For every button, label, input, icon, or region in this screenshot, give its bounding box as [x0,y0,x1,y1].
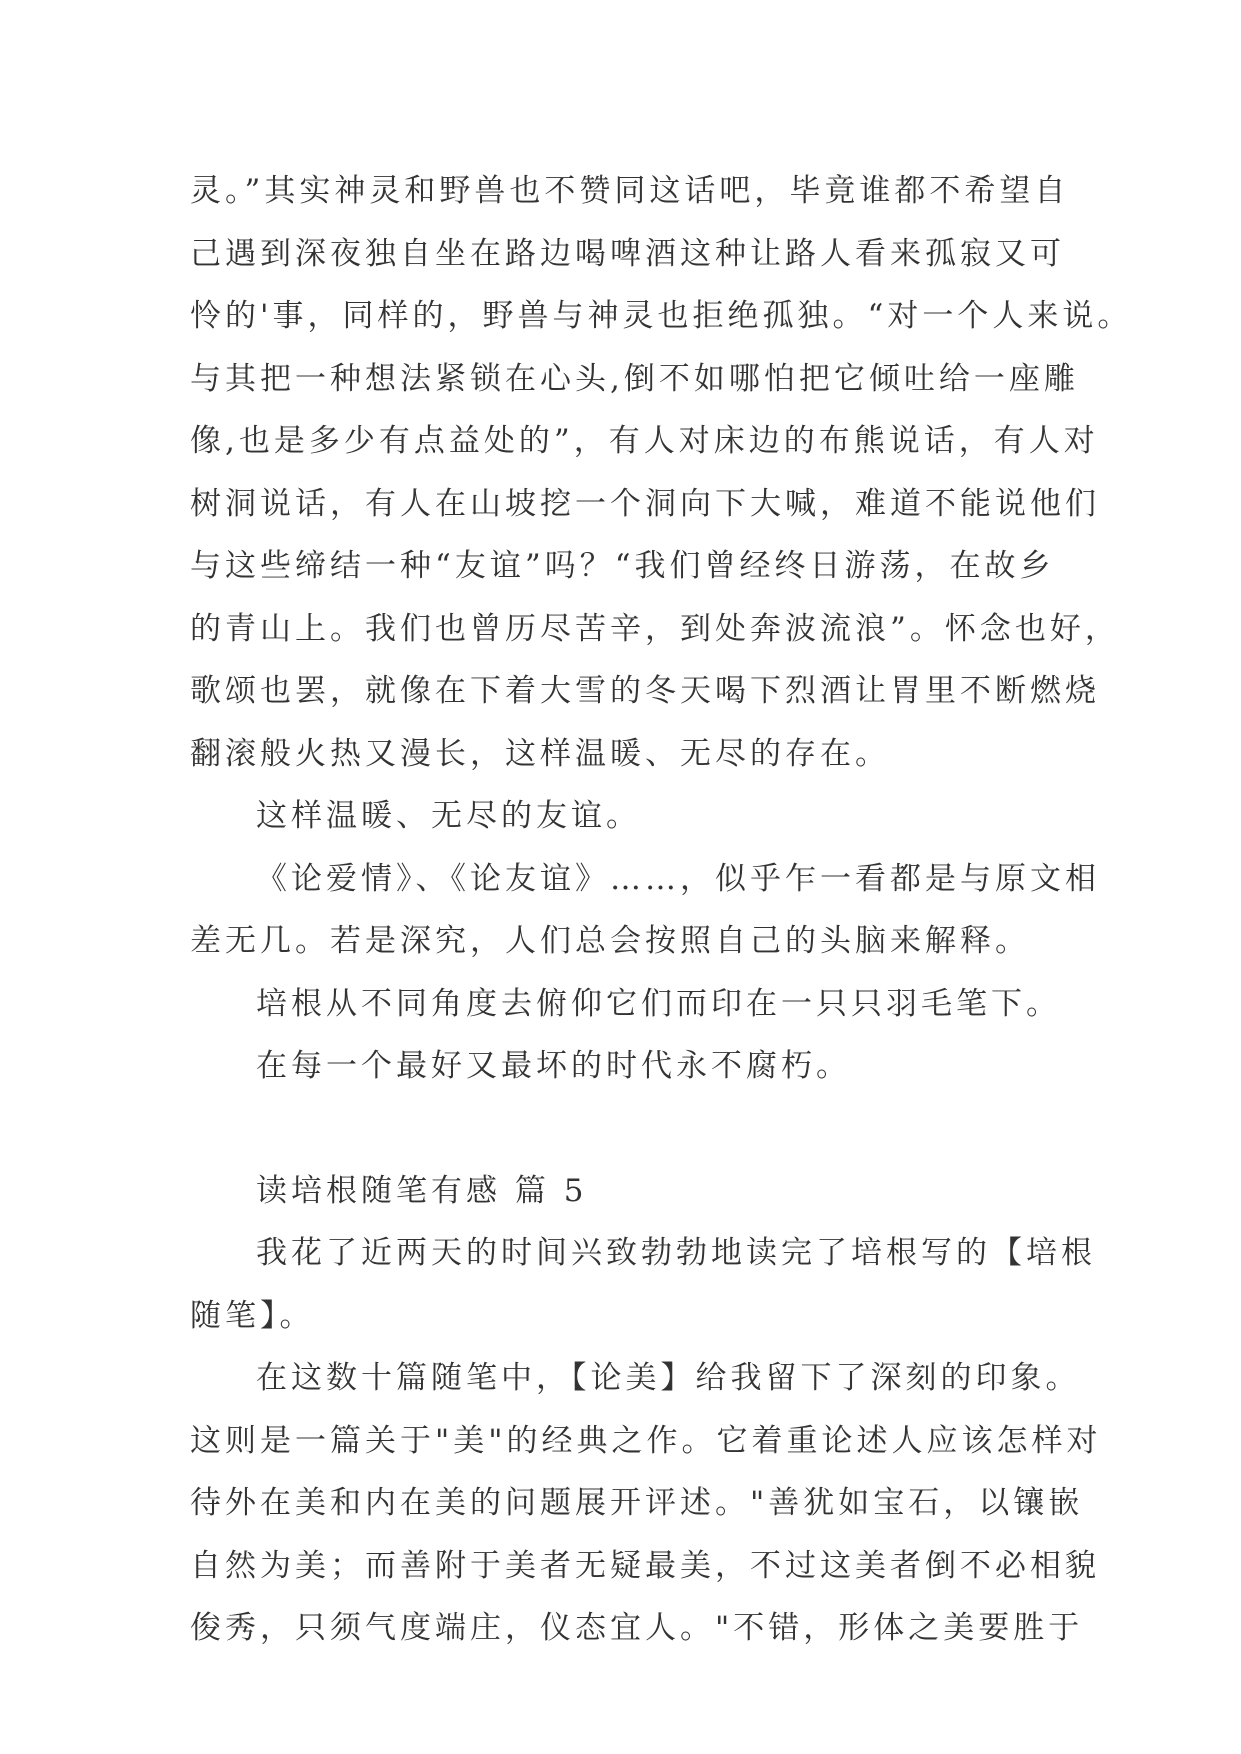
text-line: 我花了近两天的时间兴致勃勃地读完了培根写的【培根 [256,1235,1096,1271]
text-line: 这样温暖、无尽的友谊。 [256,798,641,834]
text-line: 己遇到深夜独自坐在路边喝啤酒这种让路人看来孤寂又可 [190,235,1065,272]
text-line: 自然为美；而善附于美者无疑最美，不过这美者倒不必相貌 [190,1547,1100,1584]
text-line: 在每一个最好又最坏的时代永不腐朽。 [256,1048,851,1084]
text-line: 待外在美和内在美的问题展开评述。"善犹如宝石，以镶嵌 [190,1485,1084,1521]
text-line: 与其把一种想法紧锁在心头,倒不如哪怕把它倾吐给一座雕 [190,360,1079,397]
text-line: 翻滚般火热又漫长，这样温暖、无尽的存在。 [190,735,890,772]
paragraph-2 [190,785,1060,848]
text-line: 的青山上。我们也曾历尽苦辛，到处奔波流浪”。怀念也好， [190,610,1120,647]
text-line: 差无几。若是深究，人们总会按照自己的头脑来解释。 [190,923,1030,959]
text-line: 俊秀，只须气度端庄，仪态宜人。"不错，形体之美要胜于 [190,1610,1084,1646]
text-line: 随笔】。 [190,1297,315,1334]
paragraph-3 [190,848,1100,973]
text-line: 歌颂也罢，就像在下着大雪的冬天喝下烈酒让胃里不断燃烧 [190,673,1100,709]
section-heading: 读培根随笔有感 篇 5 [256,1172,588,1209]
text-line: 树洞说话，有人在山坡挖一个洞向下大喊，难道不能说他们 [190,485,1100,522]
text-line: 这则是一篇关于"美"的经典之作。它着重论述人应该怎样对 [190,1422,1102,1459]
paragraph-4 [190,973,1060,1036]
document-body [190,160,1133,1660]
paragraph-6 [190,1222,1096,1347]
text-line: 与这些缔结一种“友谊”吗？“我们曾经终日游荡，在故乡 [190,548,1055,584]
text-line: 灵。”其实神灵和野兽也不赞同这话吧，毕竟谁都不希望自 [190,173,1070,209]
blank-line [190,1098,1060,1160]
paragraph-5 [190,1035,1060,1098]
paragraph-7 [190,1347,1102,1660]
text-line: 《论爱情》、《论友谊》……，似乎乍一看都是与原文相 [256,860,1100,897]
text-line: 培根从不同角度去俯仰它们而印在一只只羽毛笔下。 [256,985,1061,1022]
paragraph-1 [190,160,1133,785]
text-line: 像,也是多少有点益处的”，有人对床边的布熊说话，有人对 [190,423,1099,459]
text-line: 在这数十篇随笔中，【论美】给我留下了深刻的印象。 [256,1360,1081,1396]
text-line: 怜的'事，同样的，野兽与神灵也拒绝孤独。“对一个人来说。 [190,298,1133,334]
